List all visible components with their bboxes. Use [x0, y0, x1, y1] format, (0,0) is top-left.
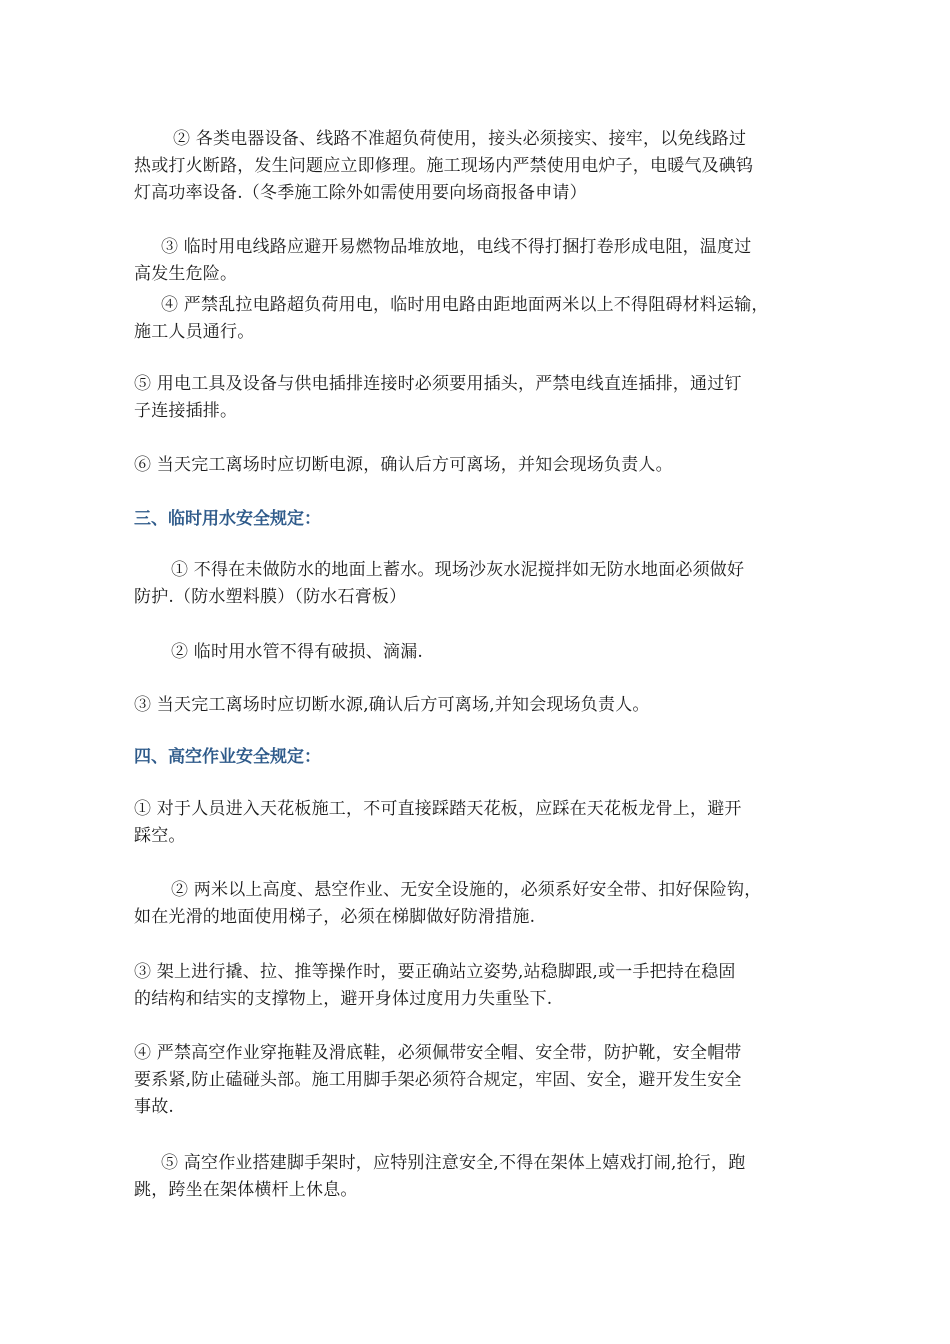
item-line: ③ 当天完工离场时应切断水源,确认后方可离场,并知会现场负责人。 — [134, 695, 650, 715]
item-line: 跳，跨坐在架体横杆上休息。 — [134, 1180, 358, 1200]
item-line: 灯高功率设备.（冬季施工除外如需使用要向场商报备申请） — [134, 183, 587, 203]
item-line: 要系紧,防止磕碰头部。施工用脚手架必须符合规定，牢固、安全，避开发生安全 — [134, 1070, 742, 1090]
section-heading: 四、高空作业安全规定： — [134, 747, 321, 767]
item-line: ② 各类电器设备、线路不准超负荷使用，接头必须接实、接牢，以免线路过 — [173, 129, 747, 149]
item-line: 的结构和结实的支撑物上，避开身体过度用力失重坠下. — [134, 989, 553, 1009]
item-line: ③ 临时用电线路应避开易燃物品堆放地，电线不得打捆打卷形成电阻，温度过 — [161, 237, 752, 257]
item-line: ③ 架上进行撬、拉、推等操作时，要正确站立姿势,站稳脚跟,或一手把持在稳固 — [134, 962, 736, 982]
item-line: 防护.（防水塑料膜）（防水石膏板） — [134, 587, 407, 607]
item-line: ⑤ 用电工具及设备与供电插排连接时必须要用插头，严禁电线直连插排，通过钉 — [134, 374, 742, 394]
item-line: ⑤ 高空作业搭建脚手架时，应特别注意安全,不得在架体上嬉戏打闹,抢行，跑 — [161, 1153, 746, 1173]
item-line: 热或打火断路，发生问题应立即修理。施工现场内严禁使用电炉子，电暖气及碘钨 — [134, 156, 754, 176]
item-line: 施工人员通行。 — [134, 322, 255, 342]
item-line: 子连接插排。 — [134, 401, 238, 421]
item-line: 高发生危险。 — [134, 264, 238, 284]
item-line: 事故. — [134, 1097, 175, 1117]
item-line: ④ 严禁高空作业穿拖鞋及滑底鞋，必须佩带安全帽、安全带，防护靴，安全帽带 — [134, 1043, 742, 1063]
item-line: ① 对于人员进入天花板施工，不可直接踩踏天花板，应踩在天花板龙骨上，避开 — [134, 799, 742, 819]
item-line: 踩空。 — [134, 826, 186, 846]
item-line: ④ 严禁乱拉电路超负荷用电，临时用电路由距地面两米以上不得阻碍材料运输， — [161, 295, 769, 315]
section-heading: 三、临时用水安全规定： — [134, 509, 321, 529]
item-line: ① 不得在未做防水的地面上蓄水。现场沙灰水泥搅拌如无防水地面必须做好 — [171, 560, 745, 580]
item-line: ⑥ 当天完工离场时应切断电源，确认后方可离场，并知会现场负责人。 — [134, 455, 673, 475]
item-line: 如在光滑的地面使用梯子，必须在梯脚做好防滑措施. — [134, 907, 536, 927]
item-line: ② 临时用水管不得有破损、滴漏. — [171, 642, 424, 662]
item-line: ② 两米以上高度、悬空作业、无安全设施的，必须系好安全带、扣好保险钩， — [171, 880, 762, 900]
